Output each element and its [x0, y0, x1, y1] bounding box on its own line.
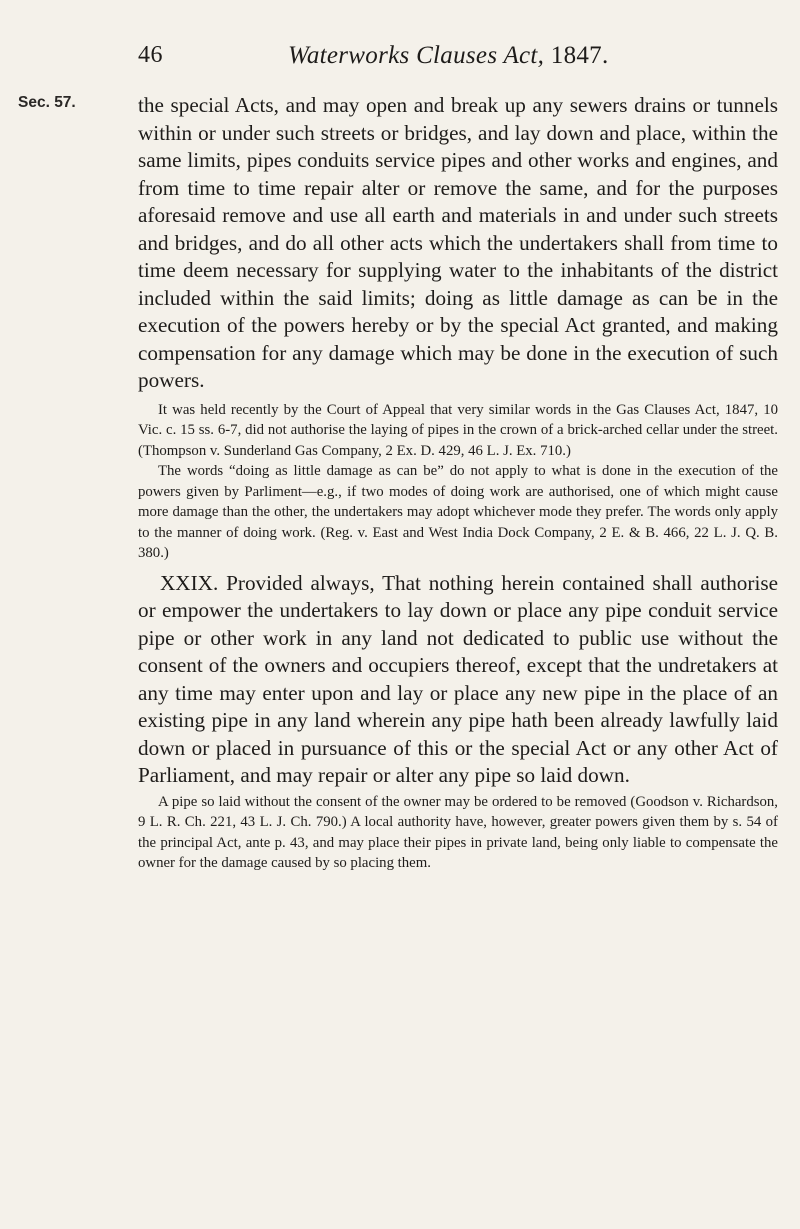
annotation-note-1: It was held recently by the Court of Appeal that very similar words in the Gas Clauses Act, 1847, 10 Vic. c. 15 ss. 6-7, did not authorise the laying of pipes in the crown of a brick-arched cellar under the street. (Thompson v. Sunderland Gas Company, 2 Ex. D. 429, 46 L. J. Ex. 710.) — [138, 401, 778, 459]
body-text — [138, 92, 778, 874]
paragraph-continuation: the special Acts, and may open and break up any sewers drains or tunnels within or under such streets or bridges, and lay down and place, within the same limits, pipes conduits service pipes and other works and engines, and from time to time repair alter or remove the same, and for the purposes aforesaid remove and use all earth and materials in and under such streets and bridges, and do all other acts which the undertakers shall from time to time deem necessary for supplying water to the inhabitants of the district included within the said limits; doing as little damage as can be in the execution of the powers hereby or by the special Act granted, and making compensation for any damage which may be done in the execution of such powers. — [138, 93, 778, 392]
running-title — [288, 42, 609, 70]
page-number: 46 — [138, 42, 163, 68]
running-title-italic: Waterworks Clauses Act, — [288, 42, 545, 69]
section-margin-label: Sec. 57. — [18, 94, 76, 111]
annotation-note-3: A pipe so laid without the consent of the owner may be ordered to be removed (Goodson v. Richardson, 9 L. R. Ch. 221, 43 L. J. Ch. 790.) A local authority have, however, greater powers given them by s. 54 of the principal Act, ante p. 43, and may place their pipes in private land, being only liable to compensate the owner for the damage caused by so placing them. — [138, 793, 778, 871]
page-header — [138, 42, 778, 82]
running-title-year: 1847. — [550, 42, 609, 69]
annotation-note-2: The words “doing as little damage as can be” do not apply to what is done in the execution of the powers given by Parliment—e.g., if two modes of doing work are authorised, one of which might cause more damage than the other, the undertakers may adopt whichever mode they prefer. The words only apply to the manner of doing work. (Reg. v. East and West India Dock Company, 2 E. & B. 466, 22 L. J. Q. B. 380.) — [138, 463, 778, 561]
section-xxix: XXIX. Provided always, That nothing herein contained shall authorise or empower the undertakers to lay down or place any pipe conduit service pipe or other work in any land not dedicated to public use without the consent of the owners and occupiers thereof, except that the undretakers at any time may enter upon and lay or place any new pipe in the place of an existing pipe in any land wherein any pipe hath been already lawfully laid down or placed in pursuance of this or the special Act or any other Act of Parliament, and may repair or alter any pipe so laid down. — [138, 570, 778, 787]
